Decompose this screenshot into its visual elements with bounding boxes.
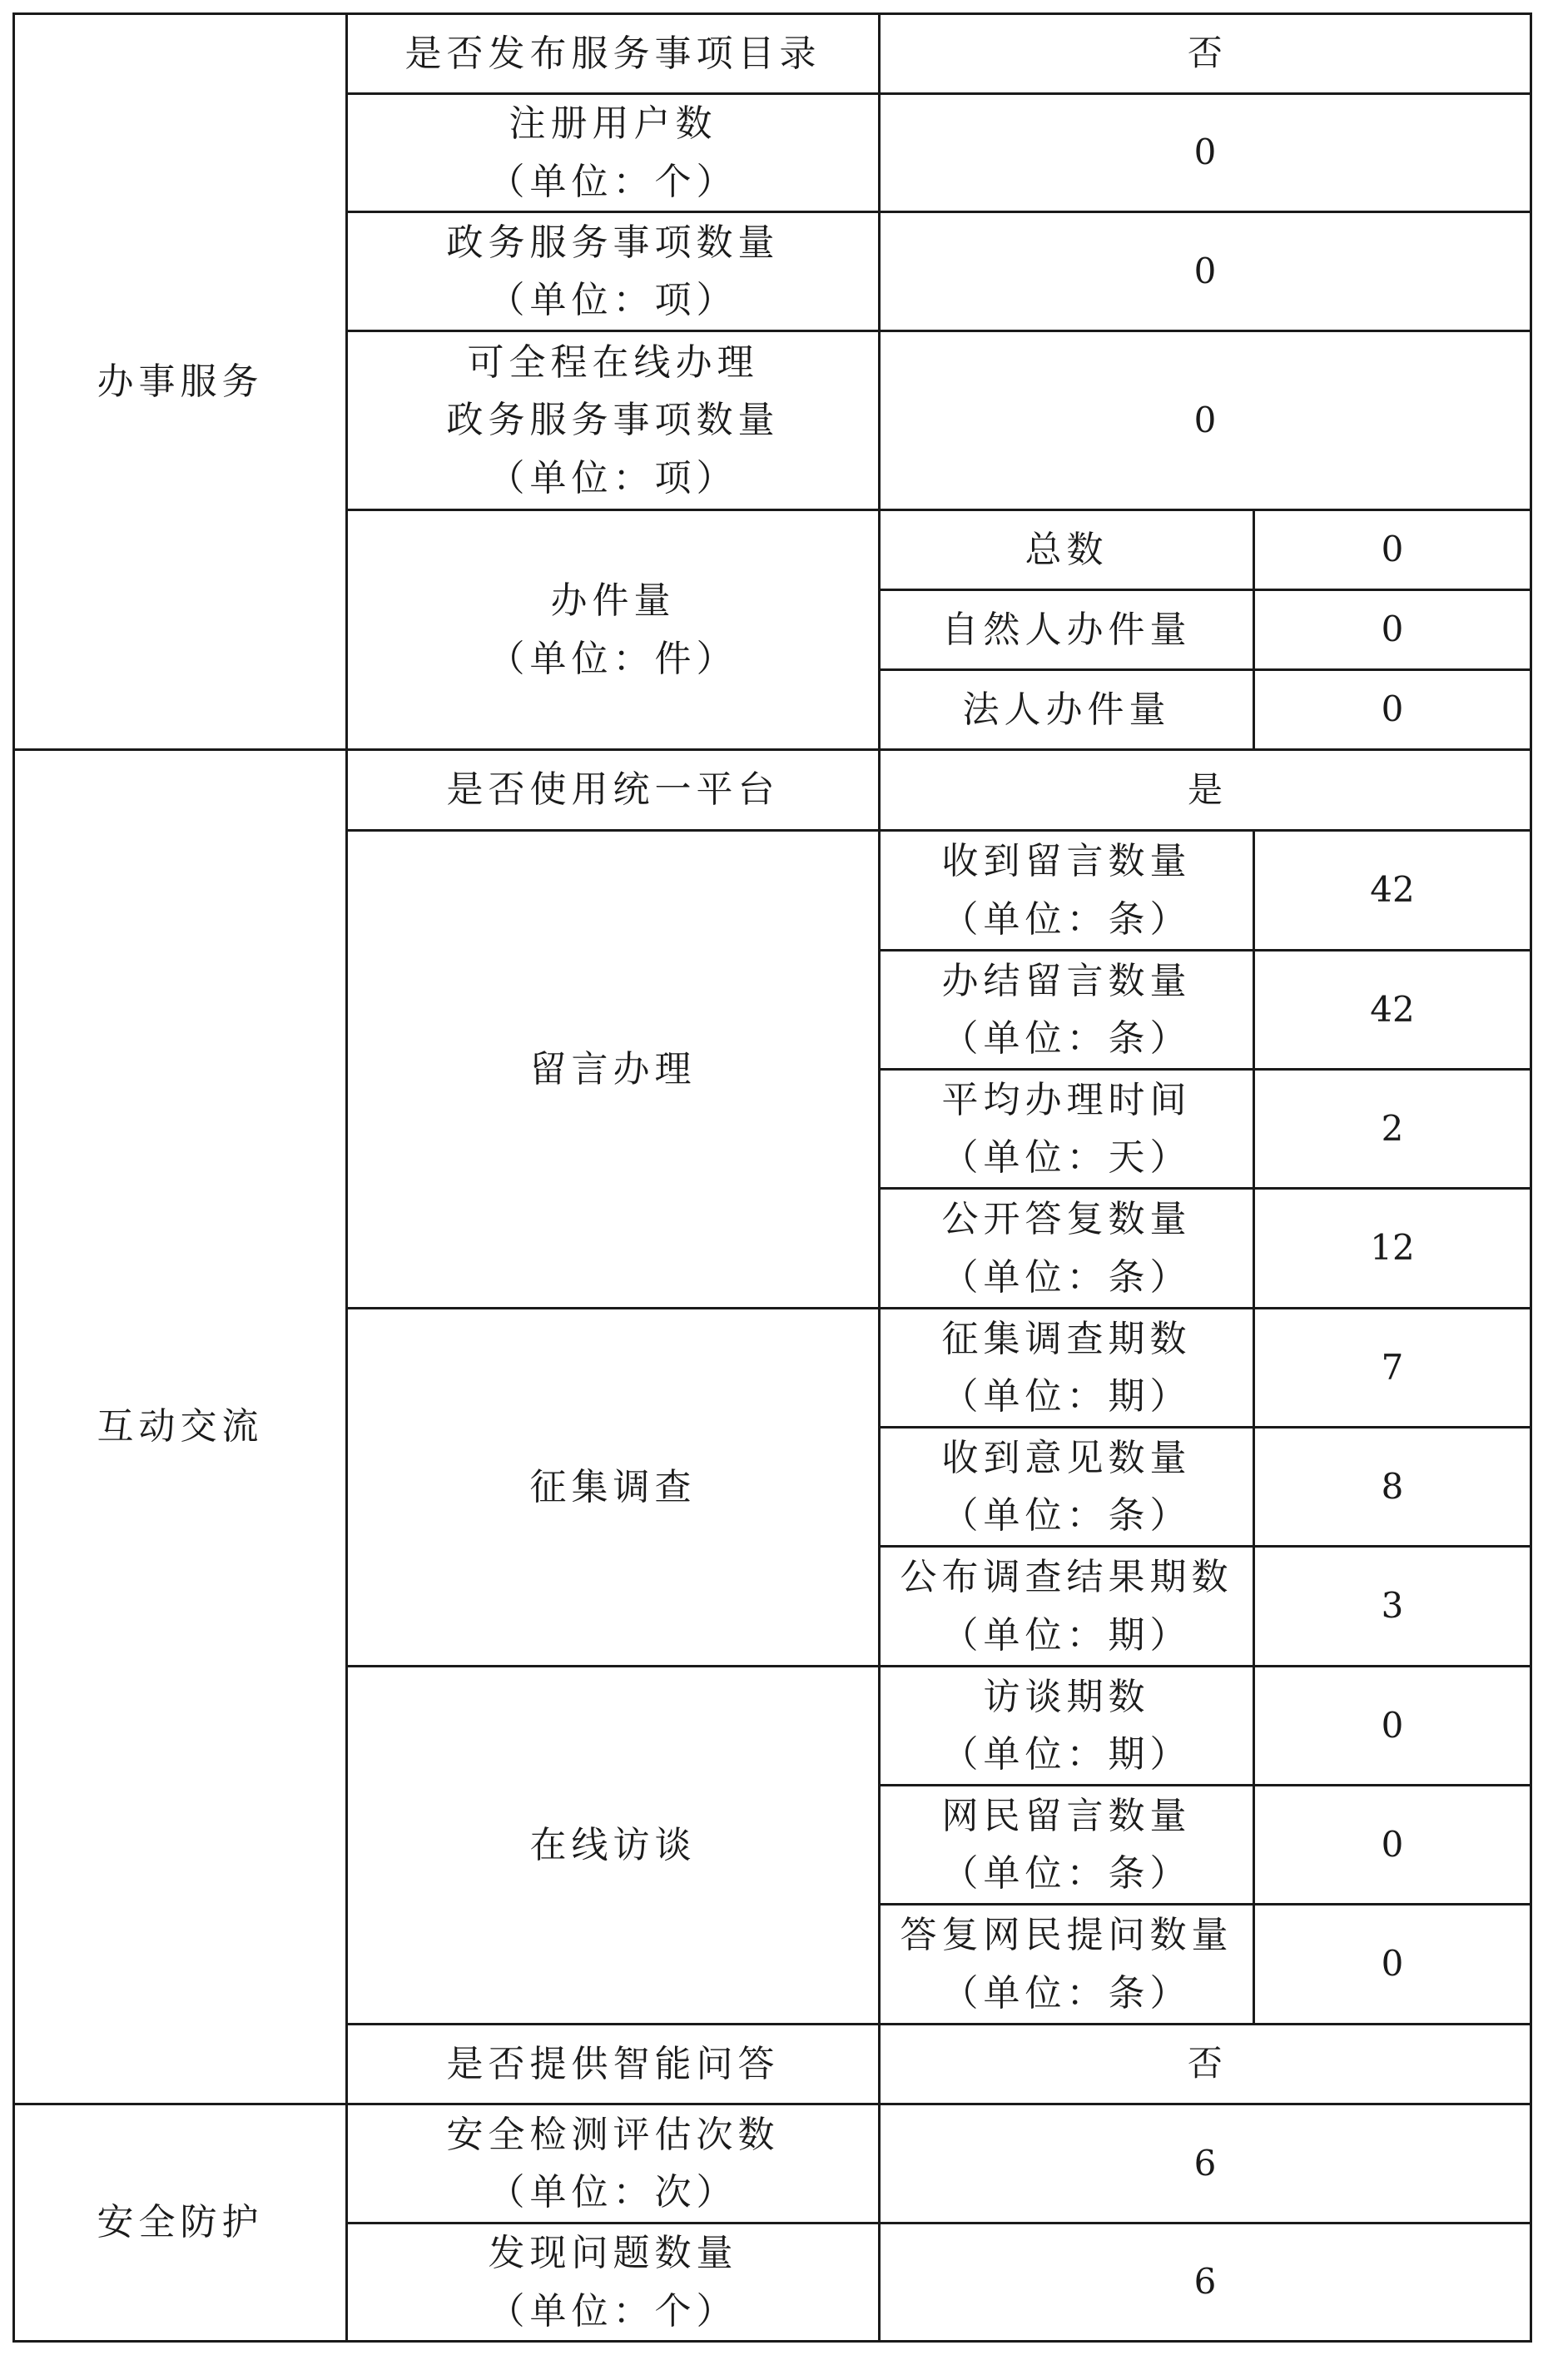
issues-found-label: 发现问题数量 （单位：个）	[347, 2223, 880, 2342]
catalog-value: 否	[880, 14, 1531, 94]
interviews-messages-value: 0	[1254, 1786, 1531, 1905]
cases-natural-label: 自然人办件量	[880, 590, 1254, 670]
cases-legal-label: 法人办件量	[880, 670, 1254, 750]
surveys-label: 征集调查	[347, 1309, 880, 1667]
cases-label: 办件量 （单位：件）	[347, 510, 880, 750]
surveys-periods-value: 7	[1254, 1309, 1531, 1428]
issues-found-value: 6	[880, 2223, 1531, 2342]
messages-closed-label: 办结留言数量 （单位：条）	[880, 951, 1254, 1070]
catalog-label: 是否发布服务事项目录	[347, 14, 880, 94]
surveys-opinions-value: 8	[1254, 1428, 1531, 1547]
surveys-results-value: 3	[1254, 1547, 1531, 1667]
cases-total-value: 0	[1254, 510, 1531, 590]
online-items-value: 0	[880, 331, 1531, 510]
messages-avg-time-label: 平均办理时间 （单位：天）	[880, 1070, 1254, 1189]
surveys-opinions-label: 收到意见数量 （单位：条）	[880, 1428, 1254, 1547]
section-security: 安全防护	[14, 2104, 347, 2342]
messages-closed-value: 42	[1254, 951, 1531, 1070]
table-row	[14, 14, 1531, 94]
assessments-value: 6	[880, 2104, 1531, 2223]
interviews-label: 在线访谈	[347, 1667, 880, 2025]
unified-platform-value: 是	[880, 750, 1531, 831]
smart-qa-value: 否	[880, 2025, 1531, 2104]
surveys-periods-label: 征集调查期数 （单位：期）	[880, 1309, 1254, 1428]
section-interaction: 互动交流	[14, 750, 347, 2104]
table-row	[14, 2104, 1531, 2223]
messages-received-value: 42	[1254, 831, 1531, 951]
table-row	[14, 750, 1531, 831]
messages-received-label: 收到留言数量 （单位：条）	[880, 831, 1254, 951]
messages-avg-time-value: 2	[1254, 1070, 1531, 1189]
interviews-answers-value: 0	[1254, 1905, 1531, 2025]
cases-natural-value: 0	[1254, 590, 1531, 670]
registered-users-value: 0	[880, 94, 1531, 212]
surveys-results-label: 公布调查结果期数 （单位：期）	[880, 1547, 1254, 1667]
smart-qa-label: 是否提供智能问答	[347, 2025, 880, 2104]
statistics-table	[12, 12, 1532, 2343]
section-office-services: 办事服务	[14, 14, 347, 750]
messages-label: 留言办理	[347, 831, 880, 1309]
interviews-periods-label: 访谈期数 （单位：期）	[880, 1667, 1254, 1786]
service-items-value: 0	[880, 212, 1531, 331]
service-items-label: 政务服务事项数量 （单位：项）	[347, 212, 880, 331]
messages-public-replies-label: 公开答复数量 （单位：条）	[880, 1189, 1254, 1309]
registered-users-label: 注册用户数 （单位：个）	[347, 94, 880, 212]
assessments-label: 安全检测评估次数 （单位：次）	[347, 2104, 880, 2223]
cases-legal-value: 0	[1254, 670, 1531, 750]
interviews-periods-value: 0	[1254, 1667, 1531, 1786]
online-items-label: 可全程在线办理 政务服务事项数量 （单位：项）	[347, 331, 880, 510]
messages-public-replies-value: 12	[1254, 1189, 1531, 1309]
unified-platform-label: 是否使用统一平台	[347, 750, 880, 831]
interviews-messages-label: 网民留言数量 （单位：条）	[880, 1786, 1254, 1905]
interviews-answers-label: 答复网民提问数量 （单位：条）	[880, 1905, 1254, 2025]
cases-total-label: 总数	[880, 510, 1254, 590]
